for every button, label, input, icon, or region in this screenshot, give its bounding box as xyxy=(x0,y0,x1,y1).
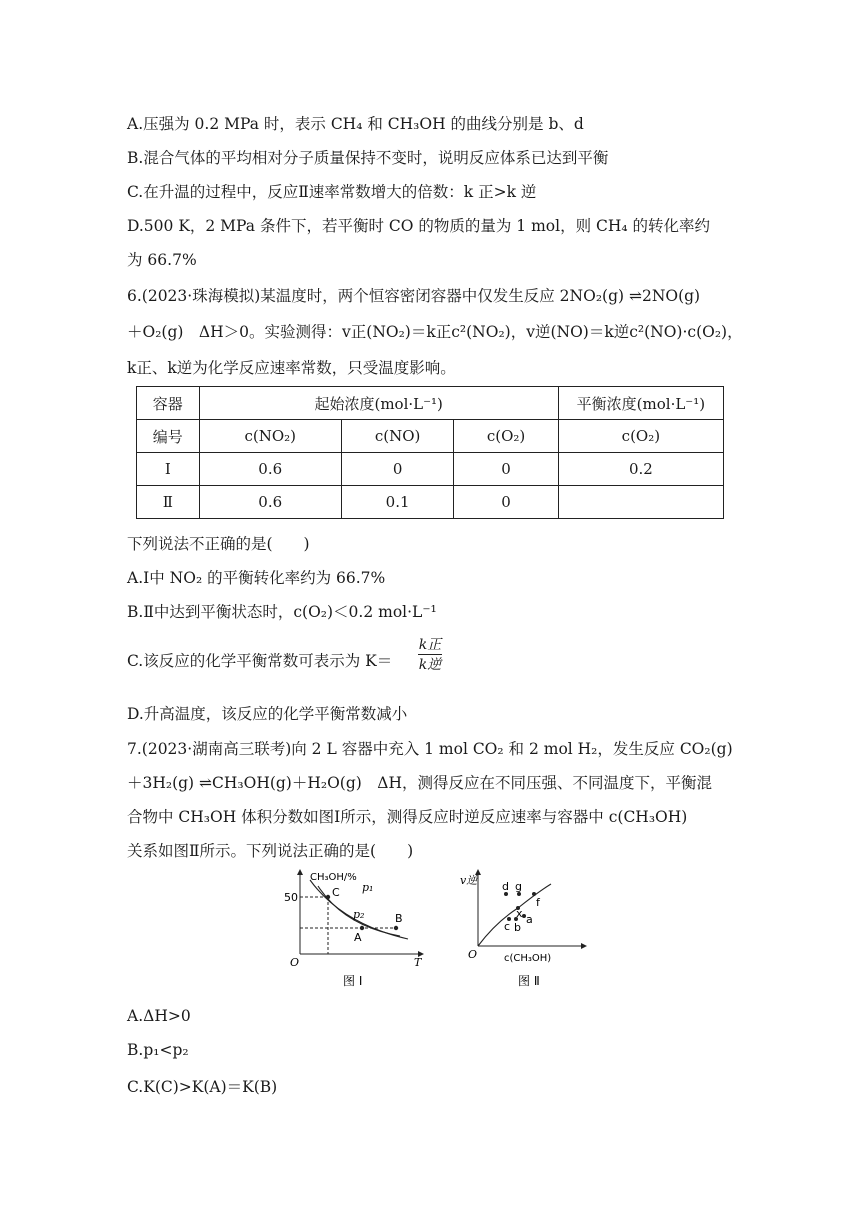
x-axis-label: c(CH₃OH) xyxy=(504,953,552,964)
q5-option-c: C.在升温的过程中，反应Ⅱ速率常数增大的倍数：k 正>k 逆 xyxy=(127,183,537,201)
point-c xyxy=(326,895,330,899)
label-c: c xyxy=(504,920,511,933)
header-number: 编号 xyxy=(137,420,200,453)
q7-stem-line2: ＋3H₂(g) ⇌CH₃OH(g)＋H₂O(g) ΔH，测得反应在不同压强、不同温度下，平衡混 xyxy=(127,774,713,792)
rate-curve xyxy=(478,884,551,946)
q7-stem-line3: 合物中 CH₃OH 体积分数如图Ⅰ所示，测得反应时逆反应速率与容器中 c(CH₃OH) xyxy=(127,808,688,826)
label-c: C xyxy=(332,886,340,899)
figure-2-graph xyxy=(456,866,596,991)
header-initial-concentration: 起始浓度(mol·L⁻¹) xyxy=(199,387,558,420)
q5-option-d-line1: D.500 K，2 MPa 条件下，若平衡时 CO 的物质的量为 1 mol，则 CH₄ 的转化率约 xyxy=(127,217,711,235)
header-c-no: c(NO) xyxy=(341,420,453,453)
table-row xyxy=(137,486,724,519)
k-ratio-fraction xyxy=(418,636,442,675)
q6-option-a: A.Ⅰ中 NO₂ 的平衡转化率约为 66.7% xyxy=(127,569,386,587)
q5-option-a: A.压强为 0.2 MPa 时，表示 CH₄ 和 CH₃OH 的曲线分别是 b、d xyxy=(127,115,584,133)
cell-c-o2-equilibrium xyxy=(558,486,723,519)
label-a: A xyxy=(354,931,362,944)
label-g: g xyxy=(515,880,522,893)
fraction-denominator: k逆 xyxy=(418,657,442,673)
q6-stem-line2: ＋O₂(g) ΔH＞0。实验测得：v正(NO₂)＝k正c²(NO₂)，v逆(NO)＝k逆c²(NO)·c(O₂)， xyxy=(127,323,743,341)
label-d: d xyxy=(502,880,509,893)
y-axis-label: v逆 xyxy=(460,874,478,887)
q5-option-b: B.混合气体的平均相对分子质量保持不变时，说明反应体系已达到平衡 xyxy=(127,149,609,167)
x-axis-label: T xyxy=(414,956,422,969)
table-row xyxy=(137,453,724,486)
q6-stem-line3: k正、k逆为化学反应速率常数，只受温度影响。 xyxy=(127,359,456,377)
origin-label: O xyxy=(468,948,478,961)
y-tick-50: 50 xyxy=(284,891,298,904)
q6-stem-line1: 6.(2023·珠海模拟)某温度时，两个恒容密闭容器中仅发生反应 2NO₂(g) ⇌2NO(g) xyxy=(127,287,701,305)
cell-c-no2: 0.6 xyxy=(199,486,341,519)
header-c-o2: c(O₂) xyxy=(454,420,558,453)
row-id: Ⅱ xyxy=(137,486,200,519)
label-p1: p₁ xyxy=(362,881,374,894)
header-c-no2: c(NO₂) xyxy=(199,420,341,453)
header-container: 容器 xyxy=(137,387,200,420)
label-p2: p₂ xyxy=(353,908,365,921)
q5-option-d-line2: 为 66.7% xyxy=(127,251,197,269)
q7-stem-line1: 7.(2023·湖南高三联考)向 2 L 容器中充入 1 mol CO₂ 和 2 mol H₂，发生反应 CO₂(g) xyxy=(127,740,733,758)
point-a xyxy=(360,926,364,930)
row-id: Ⅰ xyxy=(137,453,200,486)
y-axis-label: CH₃OH/% xyxy=(310,872,357,883)
q6-option-b: B.Ⅱ中达到平衡状态时，c(O₂)＜0.2 mol·L⁻¹ xyxy=(127,603,437,621)
cell-c-o2: 0 xyxy=(454,453,558,486)
origin-label: O xyxy=(290,956,300,969)
q7-stem-line4: 关系如图Ⅱ所示。下列说法正确的是( ) xyxy=(127,842,414,860)
cell-c-o2: 0 xyxy=(454,486,558,519)
cell-c-no: 0 xyxy=(341,453,453,486)
label-f: f xyxy=(536,896,540,909)
label-x: x xyxy=(516,907,523,920)
cell-c-no: 0.1 xyxy=(341,486,453,519)
fraction-numerator: k正 xyxy=(418,637,442,653)
header-c-o2-equilibrium: c(O₂) xyxy=(558,420,723,453)
figure-2-caption: 图 Ⅱ xyxy=(518,974,540,988)
concentration-table xyxy=(136,386,724,519)
figure-1-graph xyxy=(280,866,430,991)
q6-question: 下列说法不正确的是( ) xyxy=(127,535,310,553)
option-c-text: C.该反应的化学平衡常数可表示为 K＝ xyxy=(127,652,393,670)
label-b: B xyxy=(395,912,403,925)
q7-option-a: A.ΔH>0 xyxy=(127,1007,191,1025)
figure-1-caption: 图 Ⅰ xyxy=(343,974,363,988)
point-b xyxy=(394,926,398,930)
q6-option-d: D.升高温度，该反应的化学平衡常数减小 xyxy=(127,705,408,723)
label-b: b xyxy=(514,921,521,934)
label-a: a xyxy=(526,913,533,926)
q7-option-c: C.K(C)>K(A)＝K(B) xyxy=(127,1078,278,1096)
cell-c-no2: 0.6 xyxy=(199,453,341,486)
q6-option-c xyxy=(127,649,392,671)
cell-c-o2-equilibrium: 0.2 xyxy=(558,453,723,486)
q7-option-b: B.p₁<p₂ xyxy=(127,1041,189,1059)
header-equilibrium-concentration: 平衡浓度(mol·L⁻¹) xyxy=(558,387,723,420)
